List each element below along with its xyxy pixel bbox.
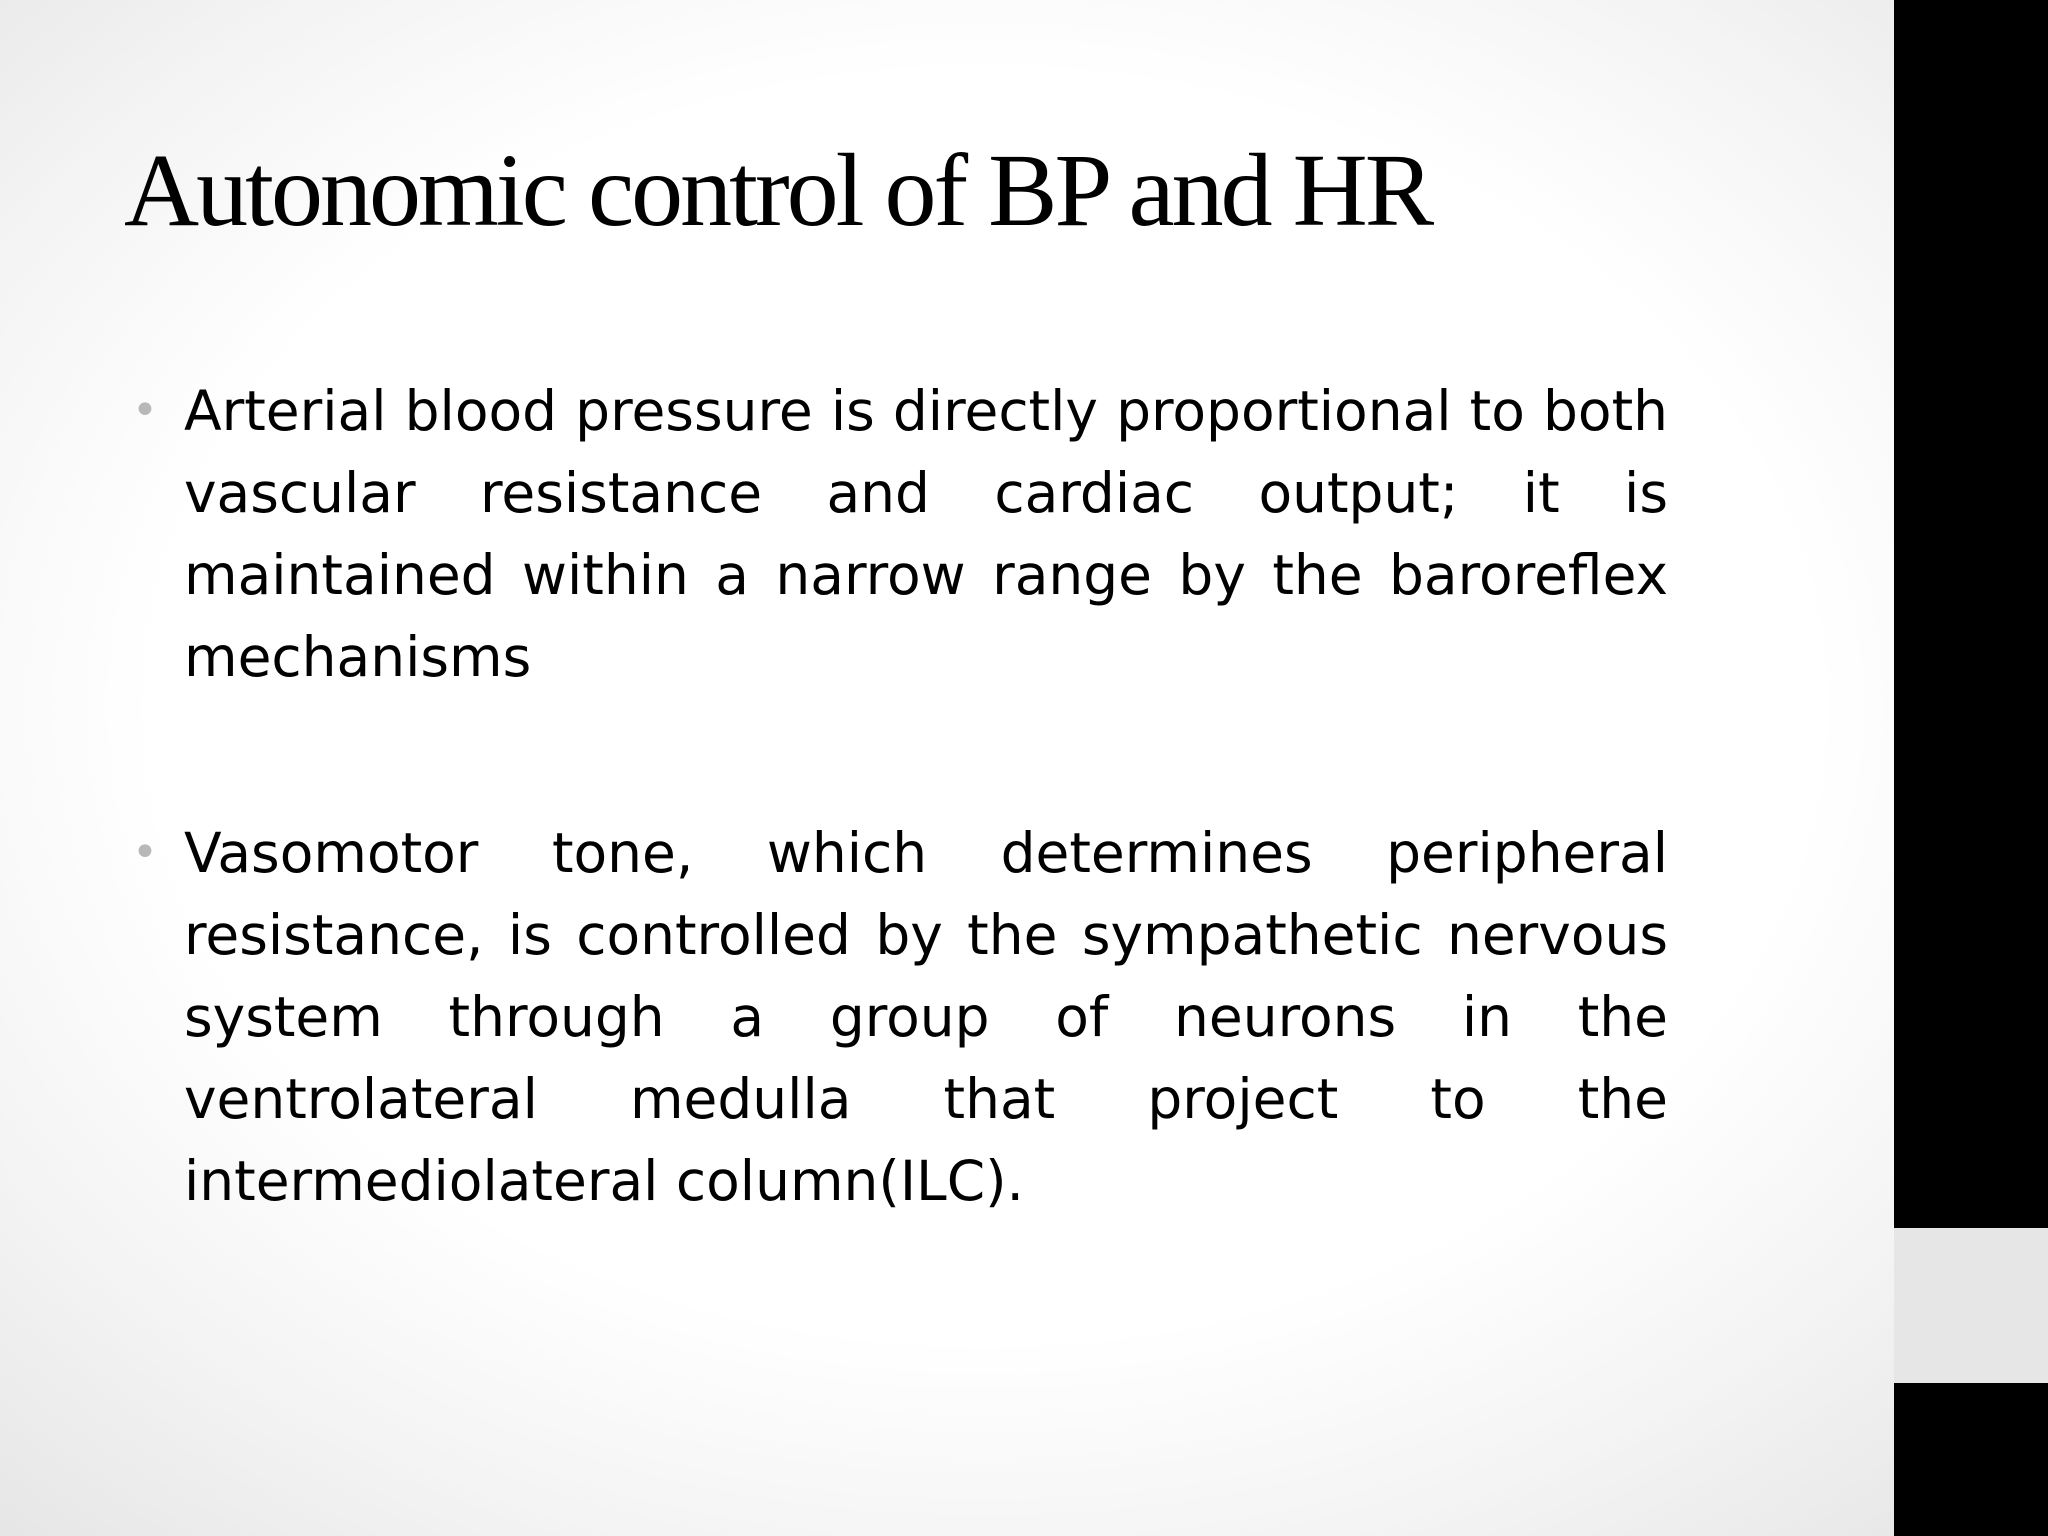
bullet-dot-icon: • (132, 827, 158, 878)
side-bar-top (1894, 0, 2048, 1228)
slide-title: Autonomic control of BP and HR (124, 133, 1432, 248)
bullet-item (130, 370, 1668, 698)
side-bar-gap (1894, 1228, 2048, 1383)
bullet-text: Vasomotor tone, which determines peripheral resistance, is controlled by the sympathetic nervous system through a group of neurons in the ventrolateral medulla that project to the intermediolateral column(ILC). (184, 821, 1668, 1213)
bullet-item (130, 812, 1668, 1222)
bullet-dot-icon: • (132, 385, 158, 436)
bullet-text: Arterial blood pressure is directly proportional to both vascular resistance and cardiac output; it is maintained within a narrow range by the baroreflex mechanisms (184, 379, 1668, 689)
bullet-list (130, 370, 1668, 1222)
side-bar-bottom (1894, 1383, 2048, 1536)
